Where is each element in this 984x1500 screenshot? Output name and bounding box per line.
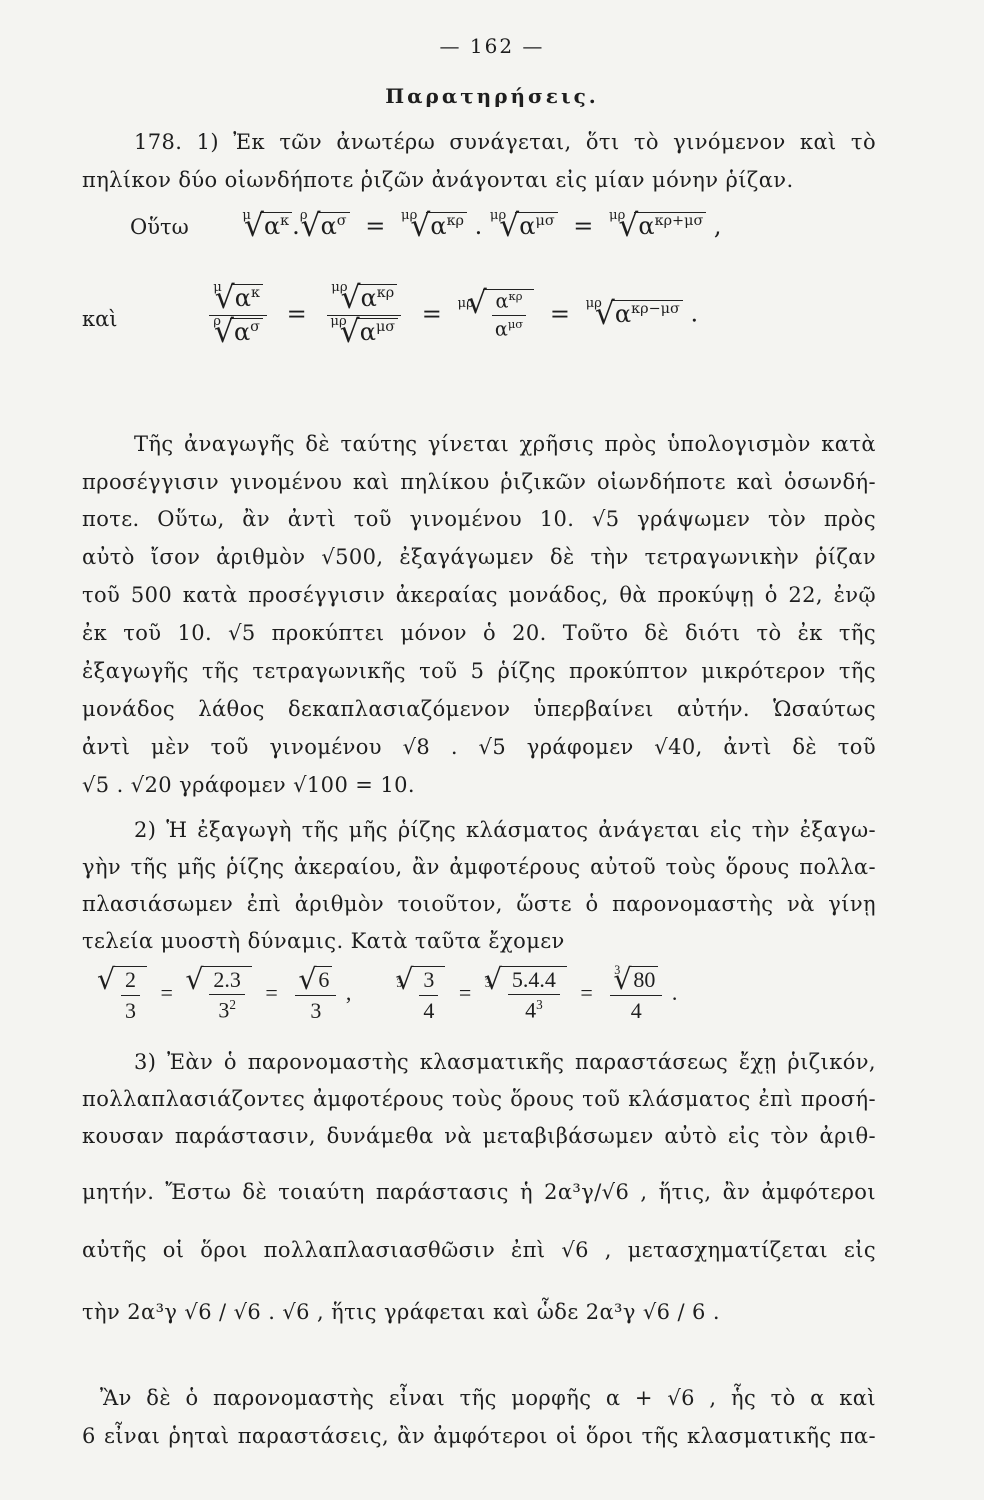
paragraph-line: τὴν 2α³γ √6 / √6 . √6 , ἥτις γράφεται καὶ ὧδε 2α³γ √6 / 6 . — [82, 1300, 720, 1324]
paragraph-line: ἐξαγωγῆς τῆς τετραγωνικῆς τοῦ 5 ῥίζης προκύπτον μικρότερον τῆς — [82, 659, 876, 683]
section-heading: Παρατηρήσεις. — [385, 84, 599, 108]
page-number: — 162 — — [439, 34, 545, 58]
paragraph-line: ποτε. Οὕτω, ἂν ἀντὶ τοῦ γινομένου 10. √5 γράψωμεν τὸν πρὸς — [82, 507, 876, 531]
formula-quotient: καὶ $\frac{^\mu√ \alpha^\kappa}{^\rho√ \alpha^\sigma}$ = $\frac{^{\mu\rho}√ \alpha^{\kappa\rho}}{^{\mu\rho}√ \alpha^{\mu\sigma}}$ = $^{\mu\rho}$ √ $\frac{\alpha^{\kappa\rho}}{\alpha^{\mu\sigma}}$ = $^{\mu\rho}$√ $\alpha^{\kappa\rho-\mu\sigma}$ . — [82, 284, 698, 346]
paragraph-line: 3) Ἐὰν ὁ παρονομαστὴς κλασματικῆς παραστάσεως ἔχῃ ῥιζικόν, — [134, 1050, 876, 1074]
paragraph-line: 2) Ἡ ἐξαγωγὴ τῆς μῆς ῥίζης κλάσματος ἀνάγεται εἰς τὴν ἐξαγω- — [134, 818, 876, 842]
formula-fraction-roots: √ $\frac{2}{3}$ = √ $\frac{2.3}{3^2}$ = √ $\frac{6}{3}$ , $^3$ √ $\frac{3}{4}$ = $^3$ √ $\frac{5.4.4}{4^3}$ = $\frac{^3√ 80}{4}$ . — [98, 966, 677, 1024]
paragraph-line: ἐκ τοῦ 10. √5 προκύπτει μόνον ὁ 20. Τοῦτο δὲ διότι τὸ ἐκ τῆς — [82, 621, 876, 645]
paragraph-line: √5 . √20 γράφομεν √100 = 10. — [82, 773, 415, 797]
paragraph-line: Ἂν δὲ ὁ παρονομαστὴς εἶναι τῆς μορφῆς α + √6 , ἧς τὸ α καὶ — [100, 1386, 876, 1410]
paragraph-line: ἀντὶ μὲν τοῦ γινομένου √8 . √5 γράφομεν √40, ἀντὶ δὲ τοῦ — [82, 735, 876, 759]
paragraph-line: μονάδος λάθος δεκαπλασιαζόμενον ὑπερβαίνει αὐτήν. Ὡσαύτως — [82, 697, 876, 721]
paragraph-line: 178. 1) Ἐκ τῶν ἀνωτέρω συνάγεται, ὅτι τὸ γινόμενον καὶ τὸ — [134, 130, 876, 154]
paragraph-line: αὐτῆς οἱ ὅροι πολλαπλασιασθῶσιν ἐπὶ √6 , μετασχηματίζεται εἰς — [82, 1238, 876, 1262]
paragraph-line: 6 εἶναι ῥηταὶ παραστάσεις, ἂν ἀμφότεροι οἱ ὅροι τῆς κλασματικῆς πα- — [82, 1424, 876, 1448]
paragraph-line: τοῦ 500 κατὰ προσέγγισιν ἀκεραίας μονάδος, θὰ προκύψῃ ὁ 22, ἐνῷ — [82, 583, 876, 607]
paragraph-line: αὐτὸ ἴσον ἀριθμὸν √500, ἐξαγάγωμεν δὲ τὴν τετραγωνικὴν ῥίζαν — [82, 545, 876, 569]
paragraph-line: πολλαπλασιάζοντες ἀμφοτέρους τοὺς ὅρους τοῦ κλάσματος ἐπὶ προσή- — [82, 1087, 876, 1111]
paragraph-line: μητήν. Ἔστω δὲ τοιαύτη παράστασις ἡ 2α³γ/√6 , ἥτις, ἂν ἀμφότεροι — [82, 1180, 876, 1204]
paragraph-line: τελεία μυοστὴ δύναμις. Κατὰ ταῦτα ἔχομεν — [82, 929, 565, 953]
formula-lead: Οὕτω — [130, 215, 189, 239]
formula-lead: καὶ — [82, 306, 118, 331]
paragraph-line: πηλίκον δύο οἱωνδήποτε ῥιζῶν ἀνάγονται εἰς μίαν μόνην ῥίζαν. — [82, 168, 794, 192]
paragraph-line: κουσαν παράστασιν, δυνάμεθα νὰ μεταβιβάσωμεν αὐτὸ εἰς τὸν ἀριθ- — [82, 1124, 876, 1148]
paragraph-line: πλασιάσωμεν ἐπὶ ἀριθμὸν τοιοῦτον, ὥστε ὁ παρονομαστὴς νὰ γίνῃ — [82, 892, 876, 916]
paragraph-line: προσέγγισιν γινομένου καὶ πηλίκου ῥιζικῶν οἱωνδήποτε καὶ ὁσωνδή- — [82, 470, 876, 494]
paragraph-line: Τῆς ἀναγωγῆς δὲ ταύτης γίνεται χρῆσις πρὸς ὑπολογισμὸν κατὰ — [134, 432, 876, 456]
formula-product: Οὕτω $^\mu$√ $\alpha^\kappa$ .$^\rho$√ $\alpha^\sigma = ^{\mu\rho}√$ $\alpha^{\kappa\rho}$ . $^{\mu\rho}$√ $\alpha^{\mu\sigma} = ^{\mu\rho}√$ $\alpha^{\kappa\rho+\mu\sigma}$ , — [130, 212, 722, 241]
paragraph-line: γὴν τῆς μῆς ῥίζης ἀκεραίου, ἂν ἀμφοτέρους αὐτοῦ τοὺς ὅρους πολλα- — [82, 855, 876, 879]
